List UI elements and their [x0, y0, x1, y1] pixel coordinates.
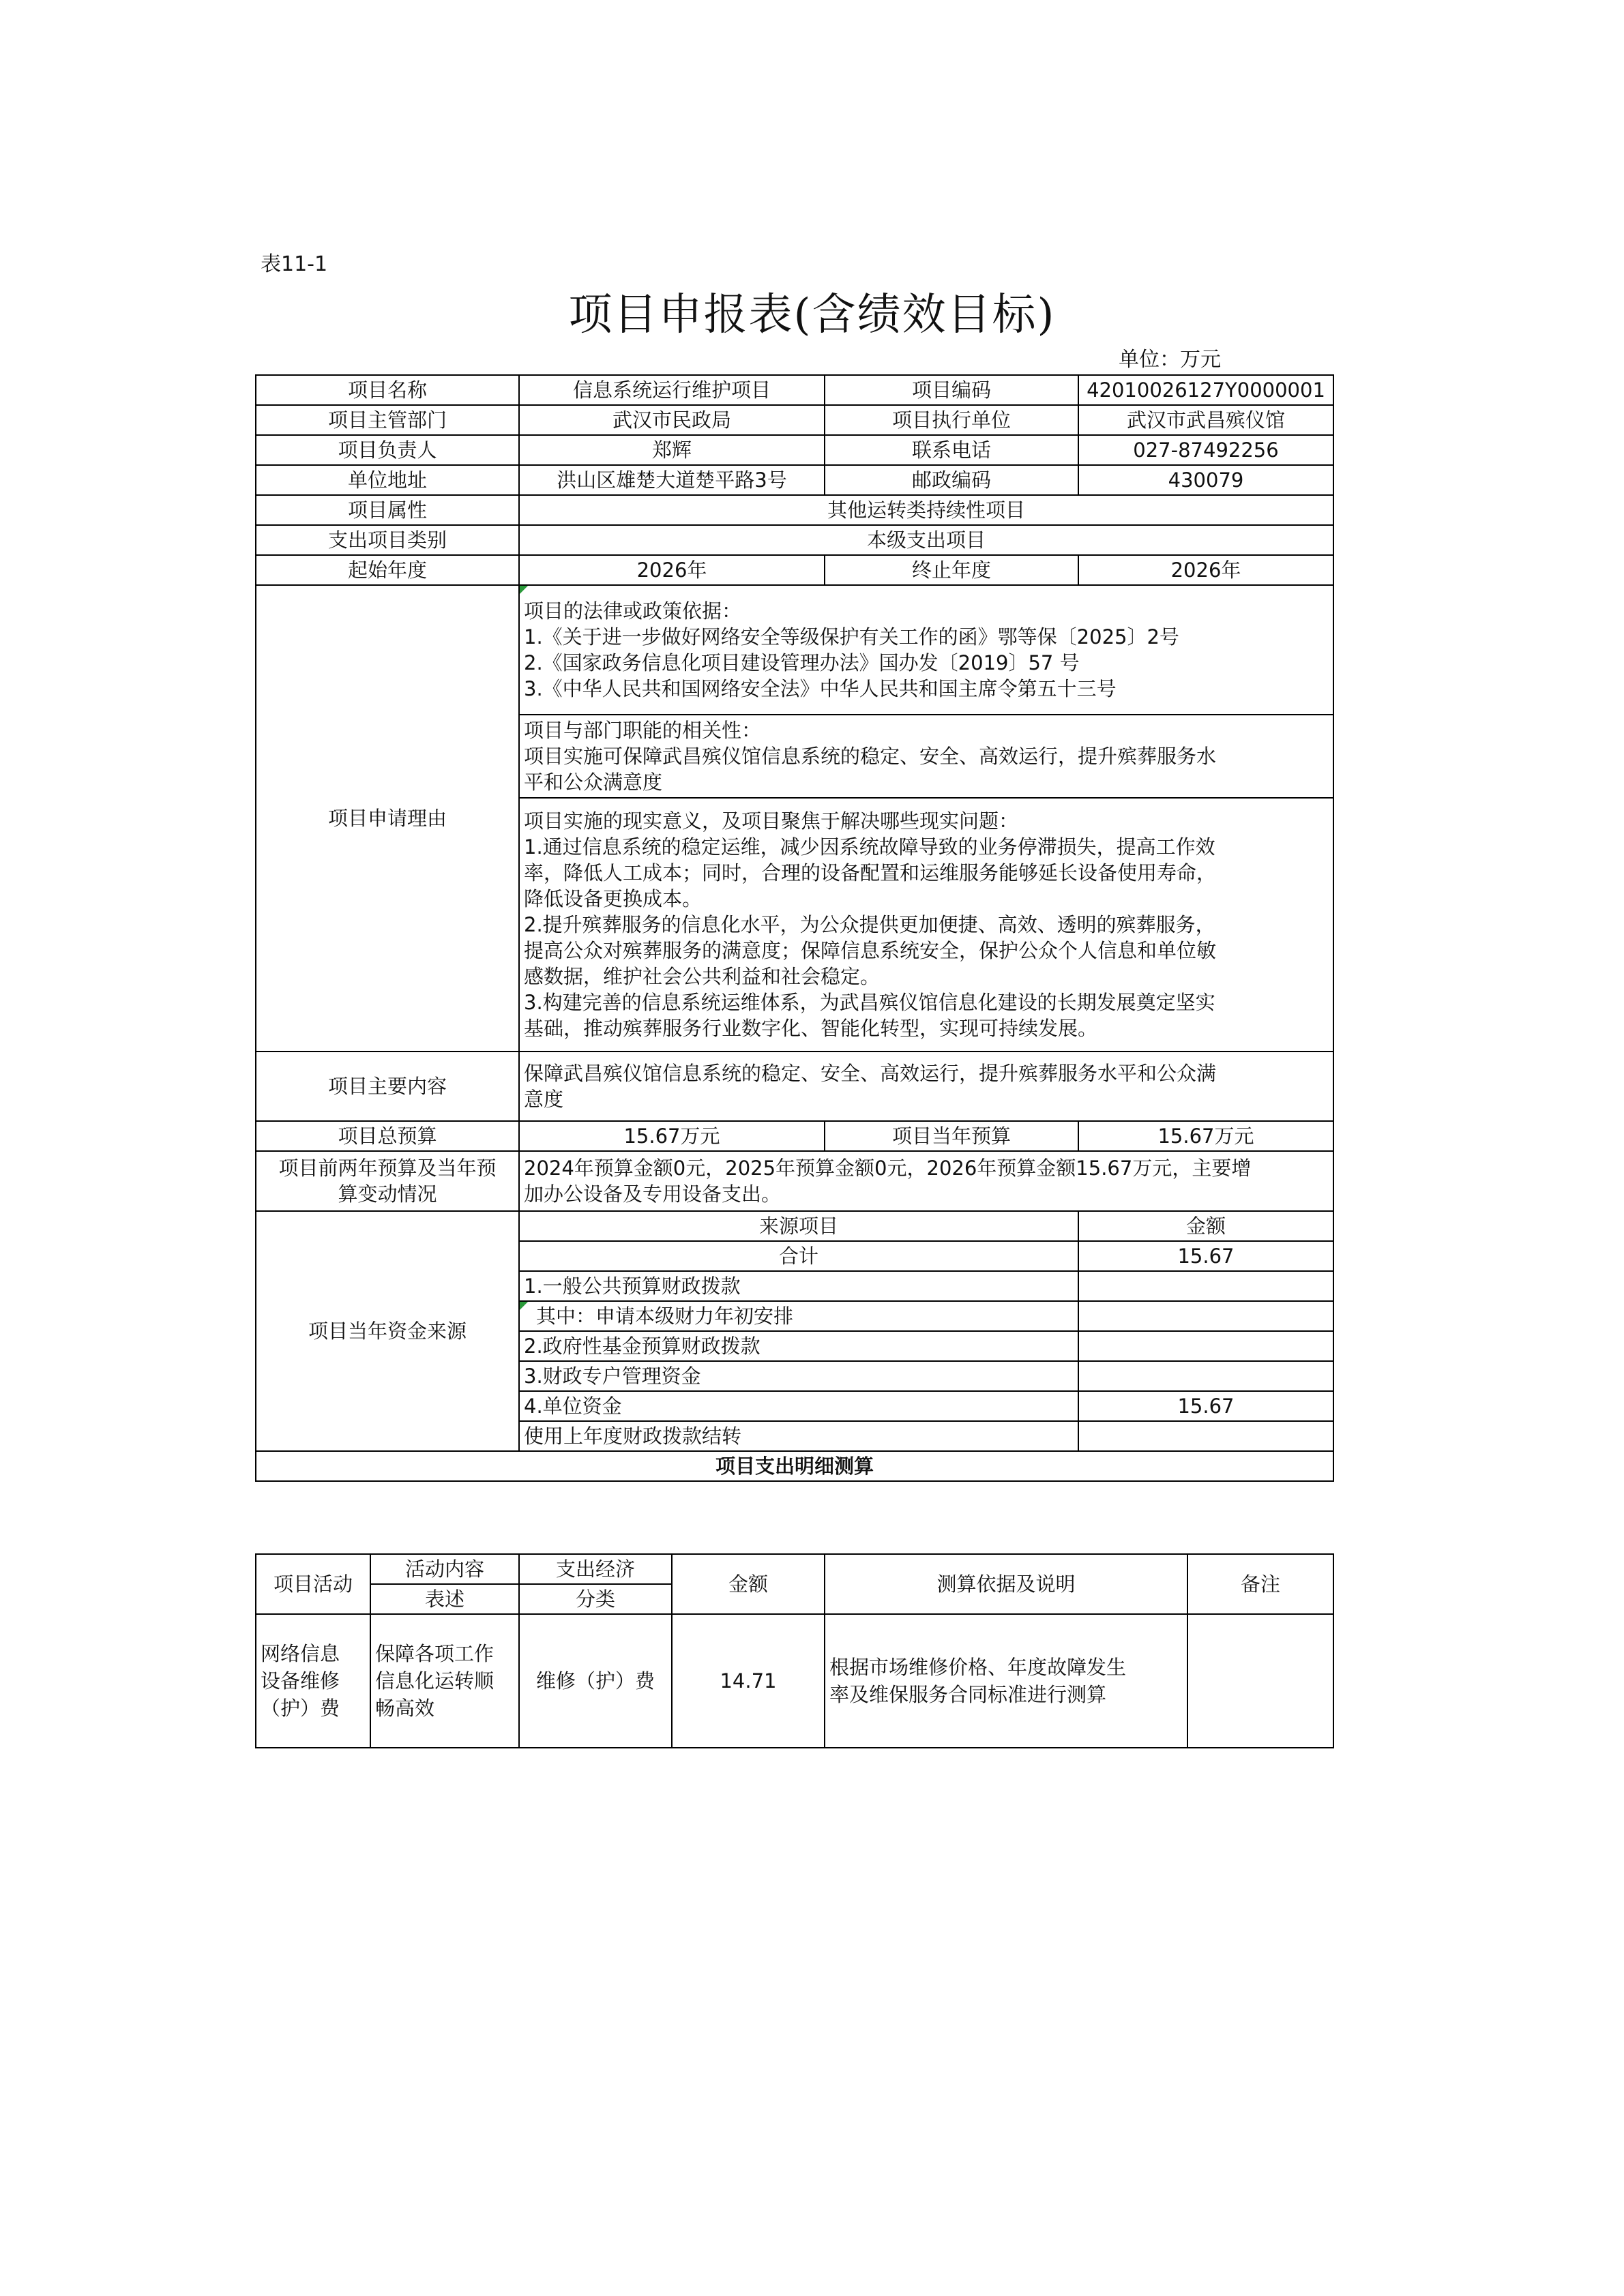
detail-activity-line: 网络信息: [261, 1642, 340, 1665]
row-leader: [256, 435, 1333, 465]
funding-amount: [1078, 1331, 1333, 1361]
phone-value: 027-87492256: [1078, 435, 1333, 465]
funding-amount-header: 金额: [1078, 1211, 1333, 1241]
detail-note: [1187, 1614, 1333, 1748]
legal-basis-line: 2.《国家政务信息化项目建设管理办法》国办发〔2019〕57 号: [524, 651, 1080, 674]
significance-line: 3.构建完善的信息系统运维体系，为武昌殡仪馆信息化建设的长期发展奠定坚实: [524, 991, 1215, 1014]
department-value: 武汉市民政局: [519, 405, 825, 435]
funding-source: 2.政府性基金预算财政拨款: [519, 1331, 1078, 1361]
budget-change-cell: [519, 1151, 1333, 1211]
funding-source: [519, 1301, 1078, 1331]
basis-header: 测算依据及说明: [825, 1554, 1187, 1614]
significance-line: 项目实施的现实意义，及项目聚焦于解决哪些现实问题：: [524, 809, 1019, 833]
budget-change-label: [256, 1151, 519, 1211]
comment-marker-icon: [520, 1302, 528, 1310]
current-budget-label: 项目当年预算: [825, 1121, 1078, 1151]
detail-content-line: 保障各项工作: [375, 1642, 494, 1665]
legal-basis-line: 1.《关于进一步做好网络安全等级保护有关工作的函》鄂等保〔2025〕2号: [524, 625, 1179, 648]
detail-row: [256, 1614, 1333, 1748]
activity-content-header-1: 活动内容: [370, 1554, 519, 1584]
project-code-label: 项目编码: [825, 375, 1078, 405]
address-label: 单位地址: [256, 465, 519, 495]
detail-content-line: 畅高效: [375, 1697, 435, 1720]
detail-basis-line: 根据市场维修价格、年度故障发生: [829, 1656, 1127, 1679]
funding-source: 3.财政专户管理资金: [519, 1361, 1078, 1391]
funding-source-text: 其中：申请本级财力年初安排: [536, 1304, 794, 1328]
funding-label: 项目当年资金来源: [256, 1211, 519, 1451]
detail-econ-class: 维修（护）费: [519, 1614, 672, 1748]
detail-content-line: 信息化运转顺: [375, 1669, 494, 1693]
department-label: 项目主管部门: [256, 405, 519, 435]
funding-amount: 15.67: [1078, 1241, 1333, 1271]
significance-line: 降低设备更换成本。: [524, 887, 703, 910]
main-content-label: 项目主要内容: [256, 1052, 519, 1121]
funding-amount: [1078, 1301, 1333, 1331]
budget-change-label-line: 算变动情况: [338, 1182, 437, 1206]
detail-activity-line: 设备维修: [261, 1669, 340, 1693]
end-year-value: 2026年: [1078, 555, 1333, 585]
project-name-value: 信息系统运行维护项目: [519, 375, 825, 405]
address-value: 洪山区雄楚大道楚平路3号: [519, 465, 825, 495]
start-year-label: 起始年度: [256, 555, 519, 585]
legal-basis-line: 3.《中华人民共和国网络安全法》中华人民共和国主席令第五十三号: [524, 677, 1117, 700]
detail-content: [370, 1614, 519, 1748]
relevance-line: 项目与部门职能的相关性：: [524, 719, 762, 742]
funding-amount: [1078, 1361, 1333, 1391]
row-project-name: [256, 375, 1333, 405]
expense-detail-table: [255, 1553, 1334, 1748]
page-title: 项目申报表(含绩效目标): [568, 290, 1056, 340]
significance-cell: [519, 798, 1333, 1052]
main-content-cell: [519, 1052, 1333, 1121]
row-years: [256, 555, 1333, 585]
main-content-line: 意度: [524, 1088, 564, 1111]
relevance-cell: [519, 715, 1333, 798]
phone-label: 联系电话: [825, 435, 1078, 465]
row-attribute: [256, 495, 1333, 525]
attribute-value: 其他运转类持续性项目: [519, 495, 1333, 525]
significance-line: 率，降低人工成本；同时，合理的设备配置和运维服务能够延长设备使用寿命，: [524, 861, 1217, 884]
main-content-line: 保障武昌殡仪馆信息系统的稳定、安全、高效运行，提升殡葬服务水平和公众满: [524, 1062, 1217, 1085]
detail-activity: [256, 1614, 370, 1748]
comment-marker-icon: [520, 586, 528, 594]
row-main-content: [256, 1052, 1333, 1121]
row-budget: [256, 1121, 1333, 1151]
funding-amount: [1078, 1271, 1333, 1301]
significance-line: 基础，推动殡葬服务行业数字化、智能化转型，实现可持续发展。: [524, 1017, 1098, 1040]
row-department: [256, 405, 1333, 435]
total-budget-value: 15.67万元: [519, 1121, 825, 1151]
amount-header: 金额: [672, 1554, 825, 1614]
category-label: 支出项目类别: [256, 525, 519, 555]
detail-basis: [825, 1614, 1187, 1748]
reason-label: 项目申请理由: [256, 585, 519, 1052]
project-name-label: 项目名称: [256, 375, 519, 405]
funding-amount: 15.67: [1078, 1391, 1333, 1421]
table-number: 表11-1: [261, 252, 328, 276]
legal-basis-line: 项目的法律或政策依据：: [524, 599, 742, 623]
row-budget-change: [256, 1151, 1333, 1211]
project-code-value: 42010026127Y0000001: [1078, 375, 1333, 405]
significance-line: 提高公众对殡葬服务的满意度；保障信息系统安全，保护公众个人信息和单位敏: [524, 939, 1217, 962]
zip-label: 邮政编码: [825, 465, 1078, 495]
start-year-value: 2026年: [519, 555, 825, 585]
relevance-line: 项目实施可保障武昌殡仪馆信息系统的稳定、安全、高效运行，提升殡葬服务水: [524, 745, 1217, 768]
current-budget-value: 15.67万元: [1078, 1121, 1333, 1151]
legal-basis-cell: [519, 585, 1333, 715]
total-budget-label: 项目总预算: [256, 1121, 519, 1151]
significance-line: 1.通过信息系统的稳定运维，减少因系统故障导致的业务停滞损失，提高工作效: [524, 835, 1215, 859]
leader-label: 项目负责人: [256, 435, 519, 465]
category-value: 本级支出项目: [519, 525, 1333, 555]
budget-change-label-line: 项目前两年预算及当年预: [278, 1157, 497, 1180]
significance-line: 感数据，维护社会公共利益和社会稳定。: [524, 965, 881, 988]
row-detail-title: [256, 1451, 1333, 1481]
attribute-label: 项目属性: [256, 495, 519, 525]
leader-value: 郑辉: [519, 435, 825, 465]
budget-change-line: 加办公设备及专用设备支出。: [524, 1182, 782, 1206]
funding-source: 合计: [519, 1241, 1078, 1271]
unit-label: 单位：万元: [1119, 348, 1221, 372]
funding-source-header: 来源项目: [519, 1211, 1078, 1241]
funding-source: 使用上年度财政拨款结转: [519, 1421, 1078, 1451]
funding-source: 4.单位资金: [519, 1391, 1078, 1421]
executing-unit-label: 项目执行单位: [825, 405, 1078, 435]
row-reason-basis: [256, 585, 1333, 715]
zip-value: 430079: [1078, 465, 1333, 495]
row-funding-header: [256, 1211, 1333, 1241]
activity-header: 项目活动: [256, 1554, 370, 1614]
detail-header-row-1: [256, 1554, 1333, 1584]
budget-change-line: 2024年预算金额0元，2025年预算金额0元，2026年预算金额15.67万元，主要增: [524, 1157, 1252, 1180]
executing-unit-value: 武汉市武昌殡仪馆: [1078, 405, 1333, 435]
detail-activity-line: （护）费: [261, 1697, 340, 1720]
funding-source: 1.一般公共预算财政拨款: [519, 1271, 1078, 1301]
econ-class-header-1: 支出经济: [519, 1554, 672, 1584]
detail-section-title: 项目支出明细测算: [256, 1451, 1333, 1481]
significance-line: 2.提升殡葬服务的信息化水平，为公众提供更加便捷、高效、透明的殡葬服务，: [524, 913, 1215, 936]
econ-class-header-2: 分类: [519, 1584, 672, 1614]
end-year-label: 终止年度: [825, 555, 1078, 585]
funding-amount: [1078, 1421, 1333, 1451]
row-address: [256, 465, 1333, 495]
relevance-line: 平和公众满意度: [524, 771, 663, 794]
detail-basis-line: 率及维保服务合同标准进行测算: [829, 1683, 1107, 1706]
activity-content-header-2: 表述: [370, 1584, 519, 1614]
note-header: 备注: [1187, 1554, 1333, 1614]
row-category: [256, 525, 1333, 555]
detail-amount: 14.71: [672, 1614, 825, 1748]
project-application-table: [255, 374, 1334, 1482]
